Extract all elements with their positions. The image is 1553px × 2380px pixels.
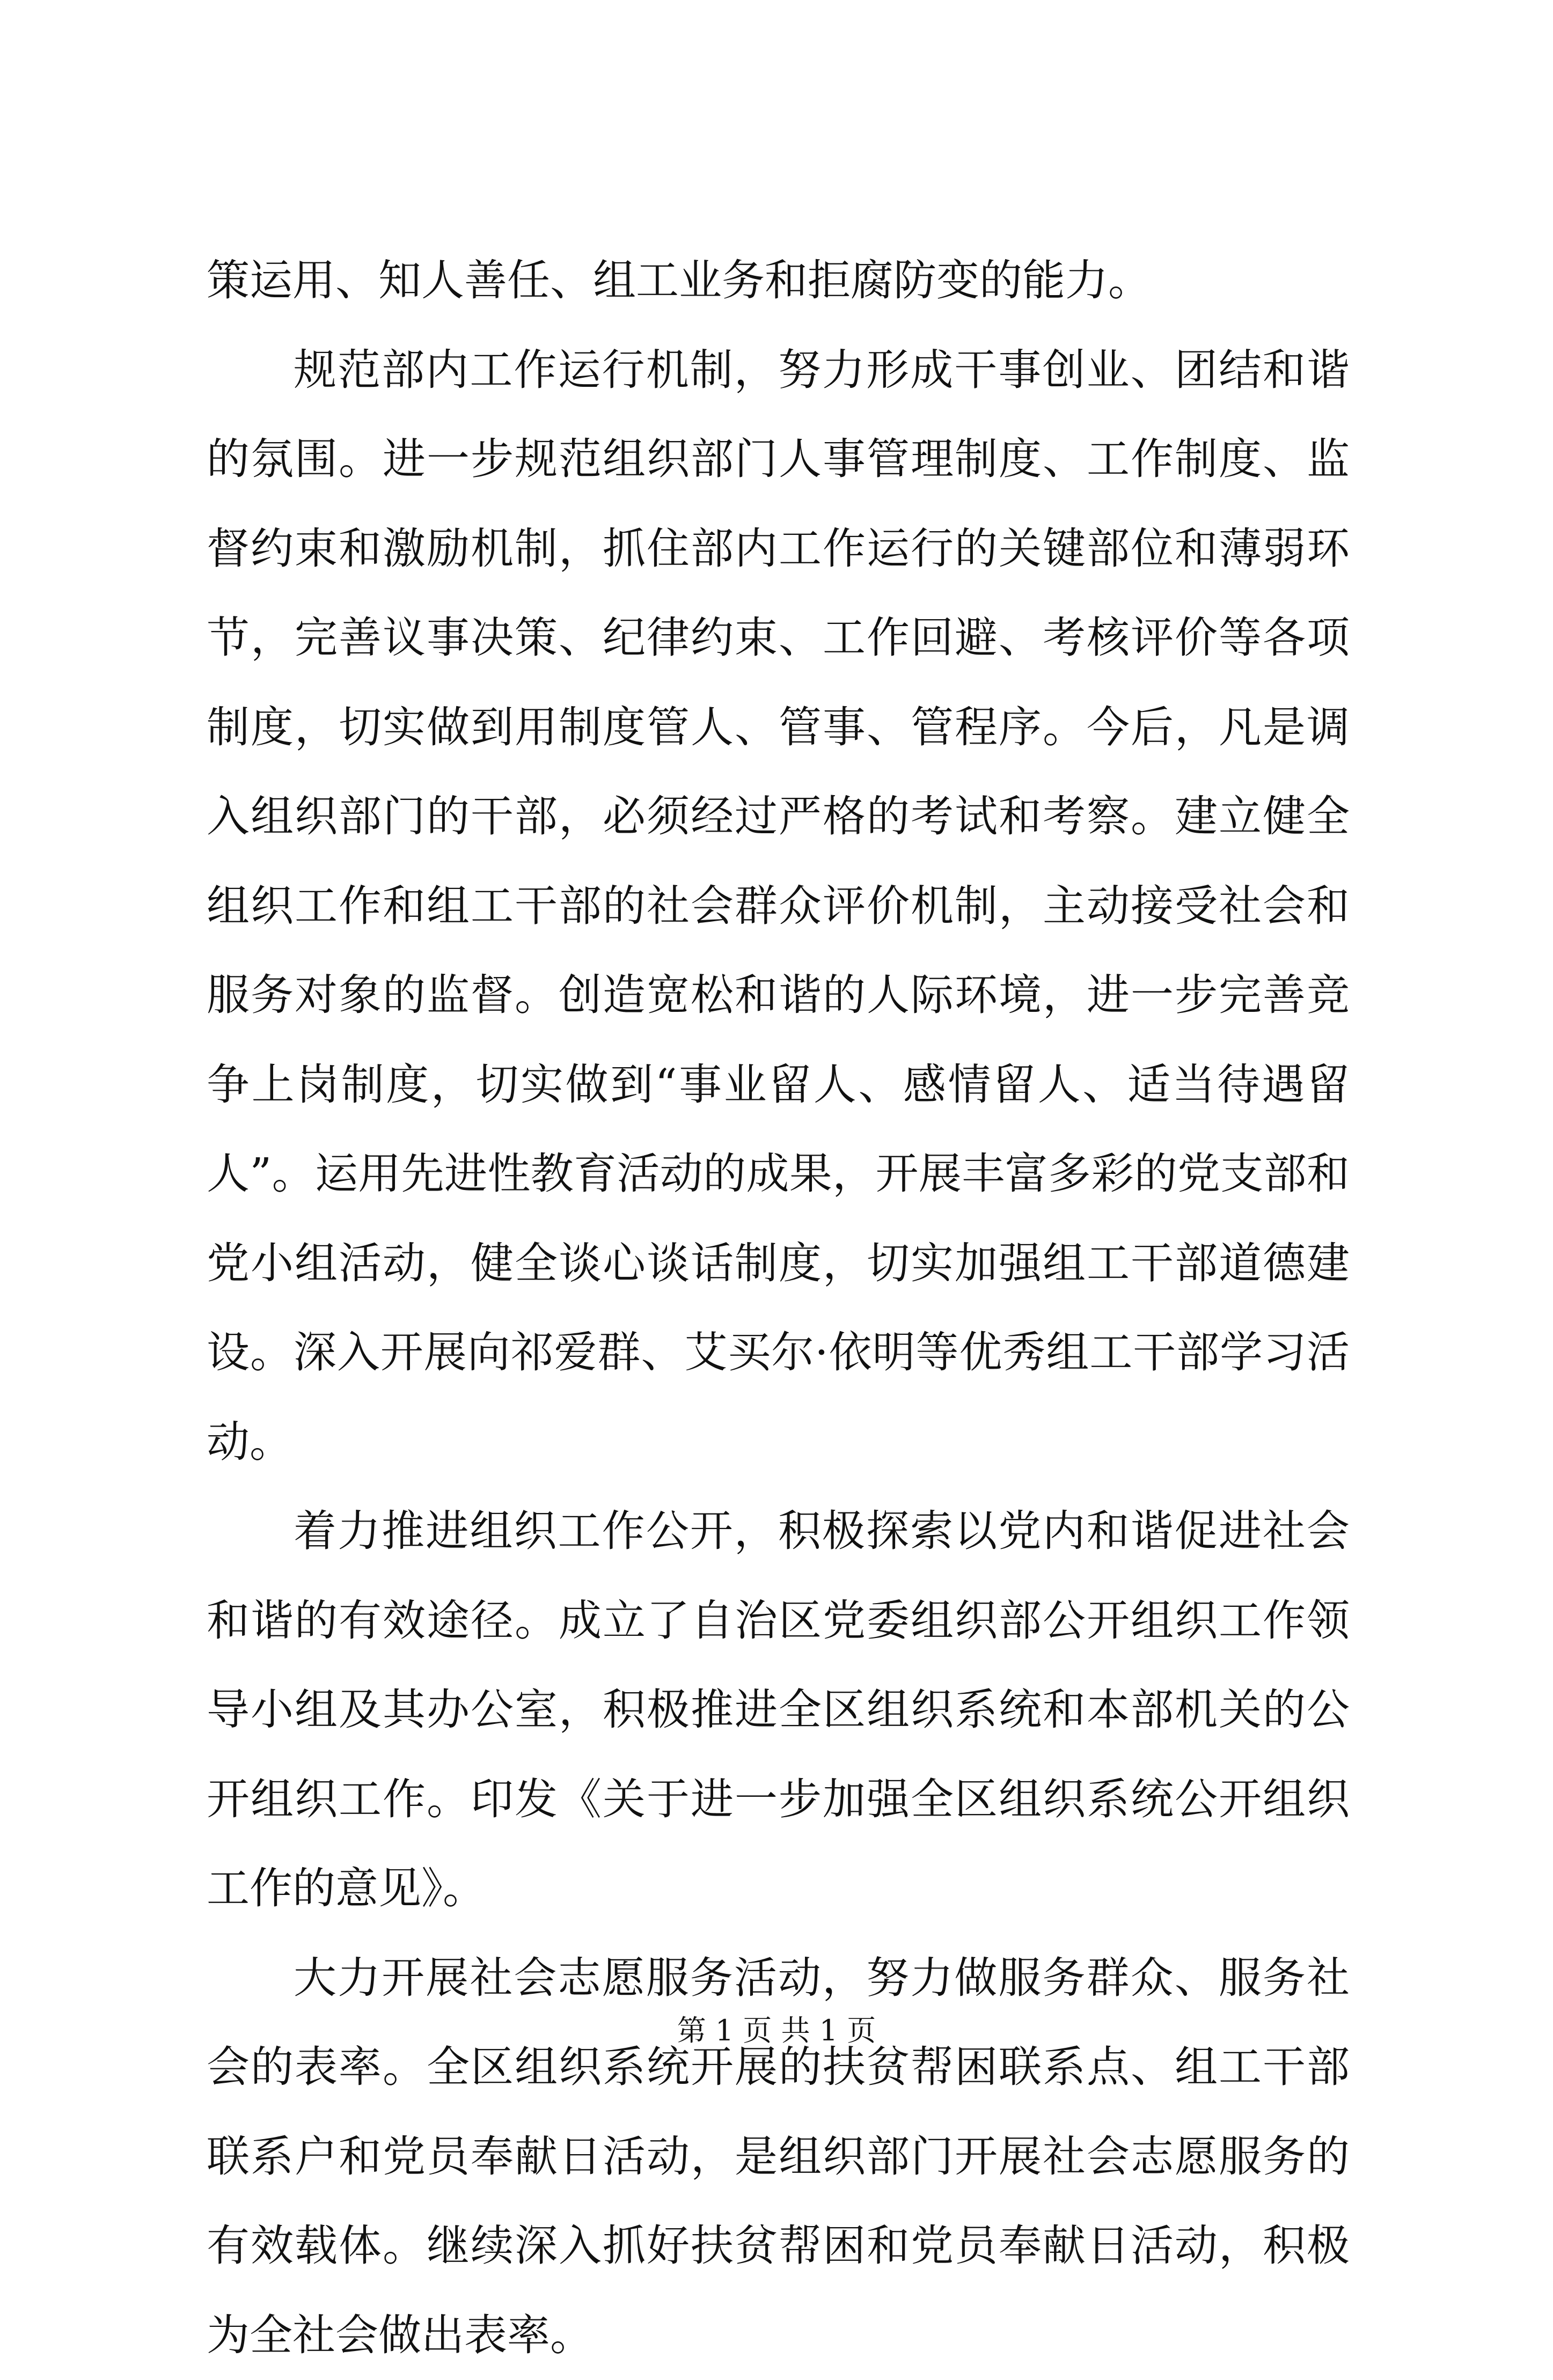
paragraph-work-mechanism: 规范部内工作运行机制，努力形成干事创业、团结和谐的氛围。进一步规范组织部门人事管理制度、工作制度、监督约束和激励机制，抓住部内工作运行的关键部位和薄弱环节，完善议事决策、纪律约束、工作回避、考核评价等各项制度，切实做到用制度管人、管事、管程序。今后，凡是调入组织部门的干部，必须经过严格的考试和考察。建立健全组织工作和组工干部的社会群众评价机制，主动接受社会和服务对象的监督。创造宽松和谐的人际环境，进一步完善竞争上岗制度，切实做到“事业留人、感情留人、适当待遇留人”。运用先进性教育活动的成果，开展丰富多彩的党支部和党小组活动，健全谈心谈话制度，切实加强组工干部道德建设。深入开展向祁爱群、艾买尔·依明等优秀组工干部学习活动。 bbox=[207, 326, 1350, 1487]
document-body bbox=[207, 236, 1350, 2380]
paragraph-work-openness: 着力推进组织工作公开，积极探索以党内和谐促进社会和谐的有效途径。成立了自治区党委组织部公开组织工作领导小组及其办公室，积极推进全区组织系统和本部机关的公开组织工作。印发《关于进一步加强全区组织系统公开组织工作的意见》。 bbox=[207, 1487, 1350, 1934]
page-footer: 第 1 页 共 1 页 bbox=[0, 2012, 1553, 2050]
paragraph-continuation: 策运用、知人善任、组工业务和拒腐防变的能力。 bbox=[207, 236, 1350, 326]
paragraph-volunteer-service: 大力开展社会志愿服务活动，努力做服务群众、服务社会的表率。全区组织系统开展的扶贫帮困联系点、组工干部联系户和党员奉献日活动，是组织部门开展社会志愿服务的有效载体。继续深入抓好扶贫帮困和党员奉献日活动，积极为全社会做出表率。 bbox=[207, 1934, 1350, 2380]
